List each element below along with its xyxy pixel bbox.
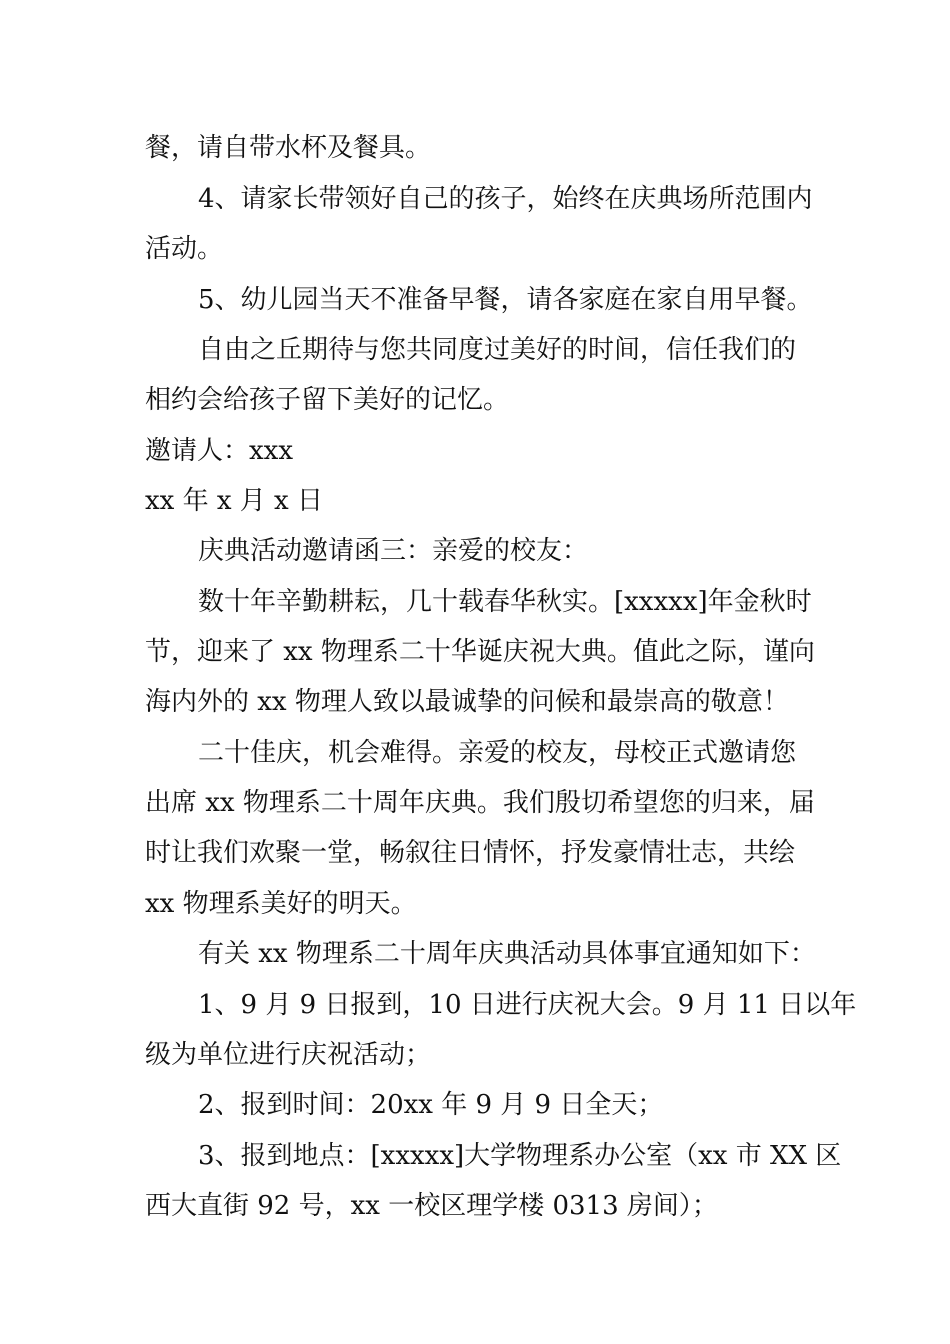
text-line: 活动。 — [145, 234, 224, 264]
text-line: 自由之丘期待与您共同度过美好的时间，信任我们的 — [198, 335, 797, 365]
text-line: 4、请家长带领好自己的孩子，始终在庆典场所范围内 — [198, 184, 813, 214]
text-line: 数十年辛勤耕耘，几十载春华秋实。[xxxxx]年金秋时 — [198, 587, 812, 617]
date-line: xx 年 x 月 x 日 — [145, 486, 323, 516]
text-line: 时让我们欢聚一堂，畅叙往日情怀，抒发豪情壮志，共绘 — [145, 838, 796, 868]
list-item: 3、报到地点：[xxxxx]大学物理系办公室（xx 市 XX 区 — [198, 1141, 842, 1171]
text-line: 餐，请自带水杯及餐具。 — [145, 133, 432, 163]
text-line: 西大直街 92 号，xx 一校区理学楼 0313 房间）； — [145, 1191, 718, 1221]
list-item: 2、报到时间：20xx 年 9 月 9 日全天； — [198, 1090, 664, 1120]
text-line: 相约会给孩子留下美好的记忆。 — [145, 385, 510, 415]
list-item: 1、9 月 9 日报到，10 日进行庆祝大会。9 月 11 日以年 — [198, 990, 857, 1020]
text-line: 有关 xx 物理系二十周年庆典活动具体事宜通知如下： — [198, 939, 816, 969]
text-line: 二十佳庆，机会难得。亲爱的校友，母校正式邀请您 — [198, 738, 797, 768]
text-line: 出席 xx 物理系二十周年庆典。我们殷切希望您的归来，届 — [145, 788, 815, 818]
signature-line: 邀请人：xxx — [145, 436, 293, 466]
text-line: xx 物理系美好的明天。 — [145, 889, 417, 919]
text-line: 节，迎来了 xx 物理系二十华诞庆祝大典。值此之际，谨向 — [145, 637, 815, 667]
text-line: 级为单位进行庆祝活动； — [145, 1040, 432, 1070]
text-line: 5、幼儿园当天不准备早餐，请各家庭在家自用早餐。 — [198, 285, 813, 315]
section-heading: 庆典活动邀请函三：亲爱的校友： — [198, 536, 589, 566]
text-line: 海内外的 xx 物理人致以最诚挚的问候和最崇高的敬意！ — [145, 687, 789, 717]
